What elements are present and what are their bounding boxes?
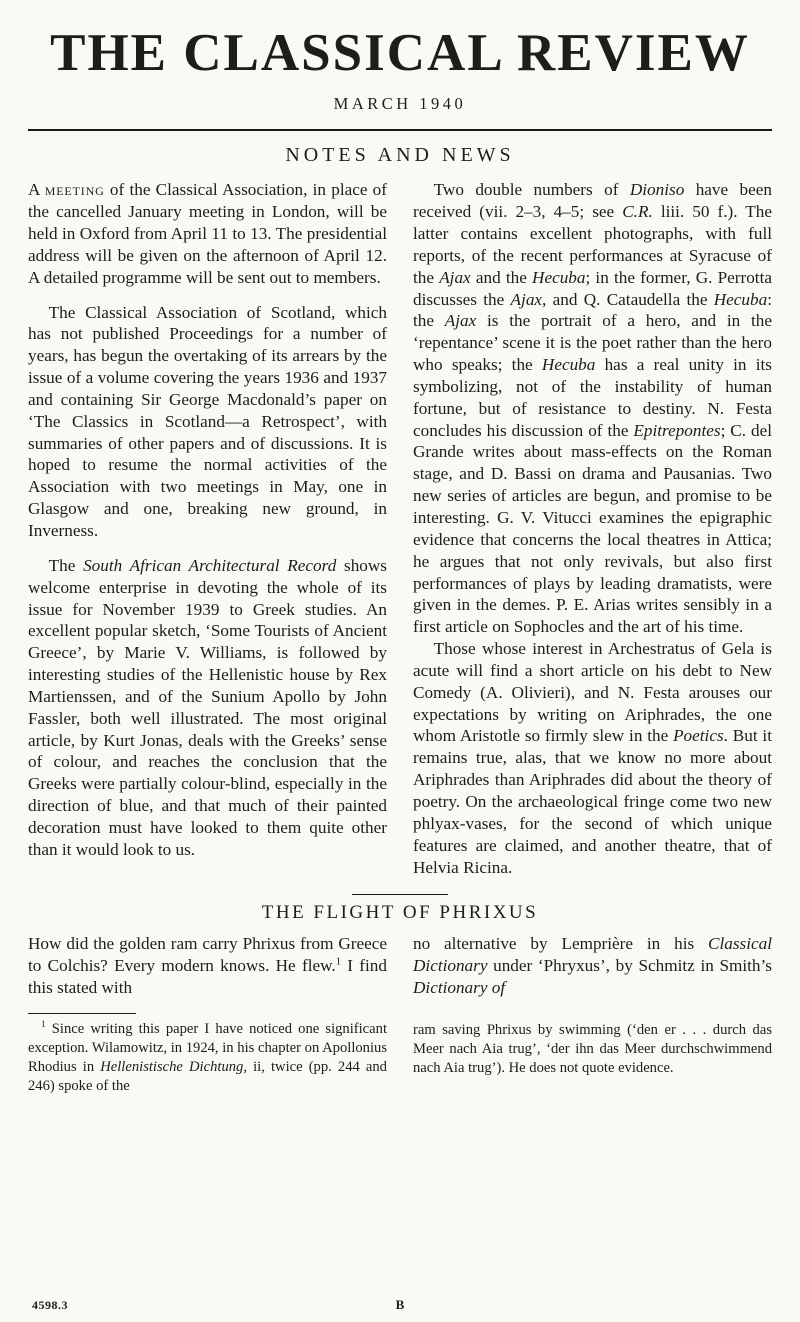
text-run: C.R.	[622, 202, 653, 222]
text-run: Hecuba	[532, 267, 586, 287]
text-run: South African Architectural Record	[83, 555, 337, 575]
masthead-rule	[28, 129, 772, 131]
notes-left-column	[28, 179, 387, 878]
text-run: of the Classical Association, in place of the cancelled January meeting in London, will be held in Oxford from April 11 to 13. The presidential address will be given on the afternoon of April 12. A detailed programme will be sent out to members.	[28, 180, 388, 287]
text-run: Poetics	[673, 726, 724, 746]
journal-title: THE CLASSICAL REVIEW	[50, 24, 750, 82]
paragraph	[413, 179, 772, 638]
text-run: A	[28, 180, 45, 200]
footnote-marker: 1	[335, 956, 342, 968]
text-run: Two double numbers of	[433, 180, 630, 200]
text-run: , ii, twice (pp. 244 and 246) spoke of the	[28, 1058, 387, 1094]
footnote-columns	[28, 1013, 772, 1096]
paragraph	[28, 933, 387, 999]
text-run: Epitrepontes	[633, 420, 721, 440]
text-run: Since writing this paper I have noticed one significant exception. Wilamowitz, in 1924, in his chapter on Apollonius Rhodius in	[28, 1020, 387, 1075]
text-run: , and Q. Cataudella the	[542, 289, 714, 309]
text-run: The Classical Association of Scotland, which has not published Proceedings for a number of years, has begun the overtaking of its arrears by the issue of a volume covering the years 1936 and 1937 and containing Sir George Macdonald’s paper on ‘The Classics in Scotland—a Retrospect’, with summaries of other papers and of discussions. It is hoped to resume the normal activities of the Association with two meetings in May, one in Glasgow and one, breaking new ground, in Inverness.	[28, 302, 387, 541]
footnotes-section	[28, 1013, 772, 1096]
text-run: Dictionary of	[413, 978, 506, 998]
notes-section-heading: NOTES AND NEWS	[285, 144, 515, 167]
text-run: Ajax	[510, 289, 543, 309]
footnote-text	[413, 1021, 772, 1078]
flight-of-phrixus-section	[28, 894, 772, 999]
text-run: and the	[470, 267, 533, 287]
text-run: meeting	[44, 180, 105, 200]
signature-mark: B	[395, 1297, 405, 1312]
text-run: have been received (vii. 2–3, 4–5; see	[413, 180, 773, 222]
text-run: How did the golden ram carry Phrixus from Greece to Colchis? Every modern knows. He flew.	[28, 934, 387, 976]
phrixus-left-column	[28, 933, 387, 999]
issue-date: MARCH 1940	[333, 94, 467, 114]
paragraph	[413, 638, 772, 878]
footnote-text	[28, 1020, 387, 1096]
plate-number: 4598.3	[32, 1298, 68, 1312]
notes-right-column	[413, 179, 772, 878]
page-footer	[28, 1295, 772, 1313]
text-run: Ajax	[444, 311, 477, 331]
text-run: Hecuba	[541, 355, 596, 375]
footnote-right-column	[413, 1013, 772, 1096]
footnote-rule	[28, 1013, 136, 1014]
text-run: Classical Dictionary	[413, 934, 772, 976]
text-run: ; C. del Grande writes about mass-effects on the Roman stage, and D. Bassi on drama and Pausanias. Two new series of articles are begun, and promise to be interesting. G. V. Vitucci examines the epigraphic evidence that concerns the local theatres in Attica; he argues that not only revivals, but also first performances of plays by leading dramatists, were given in the demes. P. E. Arias writes sensibly in a first article on Sophocles and the art of his time.	[413, 420, 772, 637]
text-run: : the	[413, 289, 772, 331]
text-run: Those whose interest in Archestratus of Gela is acute will find a short article on his debt to New Comedy (A. Olivieri), and N. Festa arouses our expectations by writing on Ariphrades, the one whom Aristotle so firmly slew in the	[413, 639, 772, 746]
paragraph	[28, 302, 387, 542]
text-run: Ajax	[439, 267, 471, 287]
notes-columns	[28, 179, 772, 878]
paragraph	[28, 555, 387, 861]
text-run: shows welcome enterprise in devoting the whole of its issue for November 1939 to Greek studies. An excellent popular sketch, ‘Some Tourists of Ancient Greece’, by Marie V. Williams, is followed by interesting studies of the Hellenistic house by Rex Martienssen, and of the Sunium Apollo by John Fassler, both well illustrated. The most original article, by Kurt Jonas, deals with the Greeks’ sense of colour, and reaches the conclusion that the Greeks were partially colour-blind, especially in the direction of blue, and that much of their painted decoration must have looked to them quite other than it would look to us.	[28, 555, 387, 859]
text-run: has a real unity in its symbolizing, not of the instability of human fortune, but of resistance to destiny. N. Festa concludes his discussion of the	[413, 355, 772, 440]
text-run: ram saving Phrixus by swimming (‘den er . . . durch das Meer nach Aia trug’, ‘der ihn das Meer durchschwimmend nach Aia trug’). He does not quote evidence.	[413, 1021, 772, 1076]
section-divider-rule	[352, 894, 448, 895]
text-run: I find this stated with	[28, 956, 387, 998]
text-run: Dioniso	[629, 180, 685, 200]
text-run: liii. 50 f.). The latter contains excellent photographs, with full reports, of the recent performances at Syracuse of the	[413, 202, 772, 287]
text-run: The	[48, 555, 84, 575]
notes-and-news-section	[28, 144, 772, 878]
text-run: no alternative by Lemprière in his	[413, 934, 709, 954]
text-run: is the portrait of a hero, and in the ‘repentance’ scene it is the poet rather than the hero who speaks; the	[413, 311, 772, 375]
footnote-left-column	[28, 1013, 387, 1096]
masthead	[28, 24, 772, 114]
phrixus-section-heading: THE FLIGHT OF PHRIXUS	[261, 902, 539, 924]
paragraph	[28, 179, 387, 288]
phrixus-right-column	[413, 933, 772, 999]
paragraph	[413, 933, 772, 999]
text-run: ; in the former, G. Perrotta discusses the	[413, 267, 772, 309]
text-run: Hecuba	[713, 289, 768, 309]
phrixus-columns	[28, 933, 772, 999]
text-run: . But it remains true, alas, that we know no more about Ariphrades than Ariphrades did about the theory of poetry. On the archaeological fringe come two new phlyax-vases, for the second of which unique features are claimed, and another theatre, that of Helvia Ricina.	[413, 726, 772, 877]
footnote-marker: 1	[41, 1019, 46, 1030]
text-run: Hellenistische Dichtung	[100, 1058, 244, 1075]
text-run: under ‘Phryxus’, by Schmitz in Smith’s	[487, 956, 772, 976]
